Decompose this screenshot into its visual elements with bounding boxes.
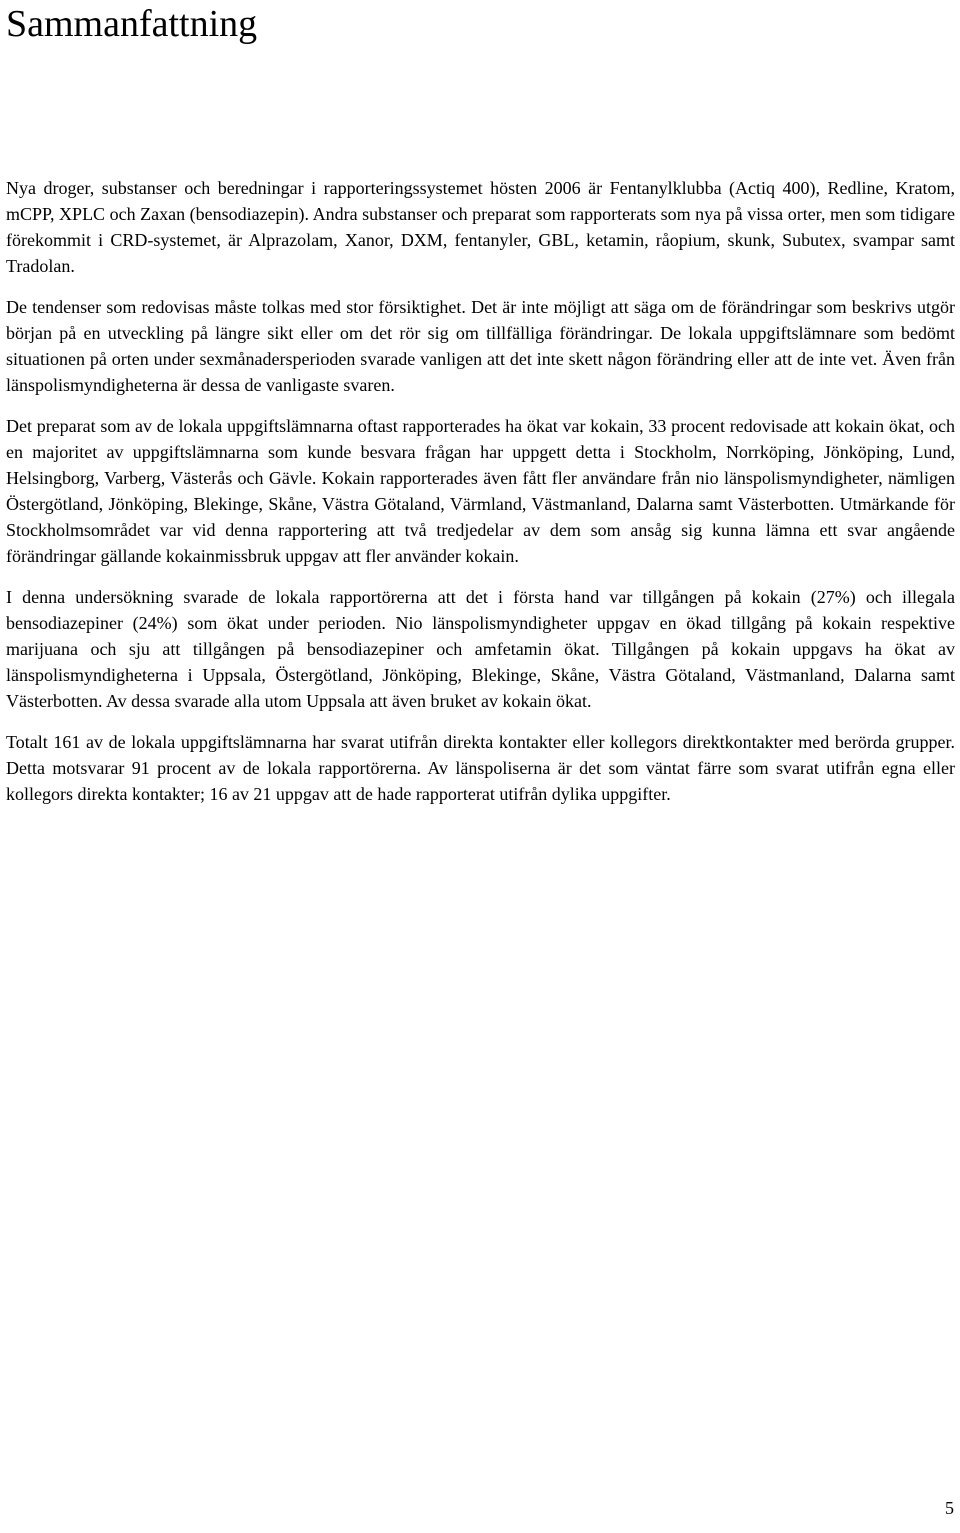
paragraph-respondent-sources: Totalt 161 av de lokala uppgiftslämnarna har svarat utifrån direkta kontakter eller kollegors direktkontakter med berörda grupper. Detta motsvarar 91 procent av de lokala rapportörerna. Av länspoliserna är det som väntat färre som svarat utifrån egna eller kollegors direkta kontakter; 16 av 21 uppgav att de hade rapporterat utifrån dylika uppgifter.	[6, 732, 955, 804]
document-body	[6, 175, 955, 807]
page-number: 5	[945, 1498, 954, 1518]
paragraph-new-substances: Nya droger, substanser och beredningar i rapporteringssystemet hösten 2006 är Fentanylklubba (Actiq 400), Redline, Kratom, mCPP, XPLC och Zaxan (bensodiazepin). Andra substanser och preparat som rapporterats som nya på vissa orter, men som tidigare förekommit i CRD-systemet, är Alprazolam, Xanor, DXM, fentanyler, GBL, ketamin, råopium, skunk, Subutex, svampar samt Tradolan.	[6, 178, 955, 276]
paragraph-cocaine-increase: Det preparat som av de lokala uppgiftslämnarna oftast rapporterades ha ökat var kokain, 33 procent redovisade att kokain ökat, och en majoritet av uppgiftslämnarna som kunde besvara frågan har uppgett detta i Stockholm, Norrköping, Jönköping, Lund, Helsingborg, Varberg, Västerås och Gävle. Kokain rapporterades även fått fler användare från nio länspolismyndigheter, nämligen Östergötland, Jönköping, Blekinge, Skåne, Västra Götaland, Värmland, Västmanland, Dalarna samt Västerbotten. Utmärkande för Stockholmsområdet var vid denna rapportering att två tredjedelar av dem som ansåg sig kunna lämna ett svar angående förändringar gällande kokainmissbruk uppgav att fler använder kokain.	[6, 416, 955, 566]
paragraph-trends-caution: De tendenser som redovisas måste tolkas med stor försiktighet. Det är inte möjligt att säga om de förändringar som beskrivs utgör början på en utveckling på längre sikt eller om det rör sig om tillfälliga förändringar. De lokala uppgiftslämnare som bedömt situationen på orten under sexmånadersperioden svarade vanligen att det inte skett någon förändring eller att de inte vet. Även från länspolismyndigheterna är dessa de vanligaste svaren.	[6, 297, 955, 395]
page-title: Sammanfattning	[6, 3, 258, 45]
paragraph-availability: I denna undersökning svarade de lokala rapportörerna att det i första hand var tillgången på kokain (27%) och illegala bensodiazepiner (24%) som ökat under perioden. Nio länspolismyndigheter uppgav en ökad tillgång på kokain respektive marijuana och sju att tillgången på bensodiazepiner och amfetamin ökat. Tillgången på kokain uppgavs ha ökat av länspolismyndigheterna i Uppsala, Östergötland, Jönköping, Blekinge, Skåne, Västra Götaland, Västmanland, Dalarna samt Västerbotten. Av dessa svarade alla utom Uppsala att även bruket av kokain ökat.	[6, 587, 955, 711]
